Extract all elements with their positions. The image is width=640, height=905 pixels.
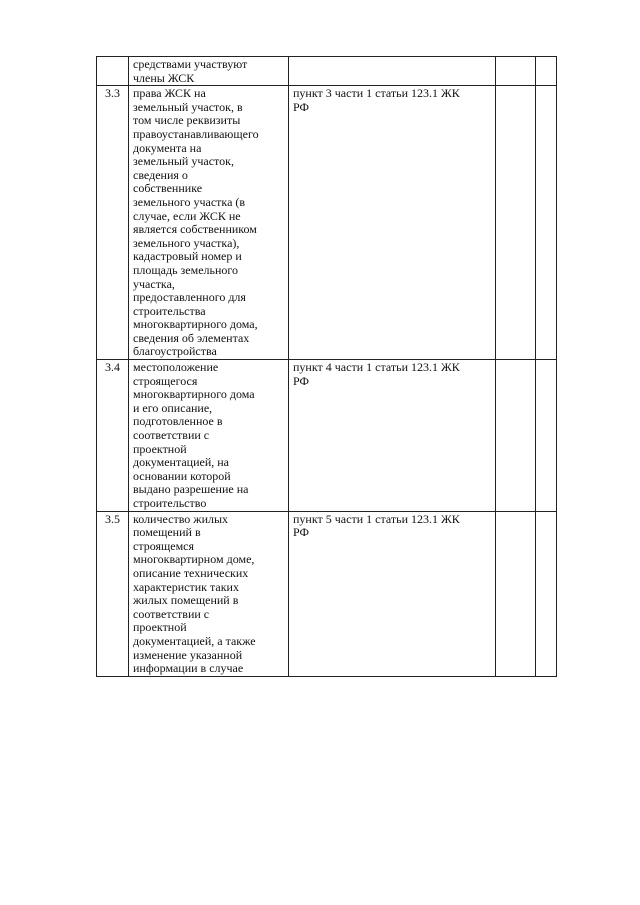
description-line: соответствии с bbox=[133, 606, 210, 621]
description-line: выдано разрешение на bbox=[133, 482, 249, 497]
description-line: кадастровый номер и bbox=[133, 249, 242, 264]
row-reference bbox=[289, 57, 496, 86]
description-line: документацией, а также bbox=[133, 633, 256, 648]
empty-cell bbox=[536, 86, 557, 360]
description-line: документа на bbox=[133, 140, 202, 155]
row-reference bbox=[289, 360, 496, 512]
empty-cell bbox=[496, 360, 536, 512]
description-line: характеристик таких bbox=[133, 579, 239, 594]
row-number bbox=[97, 57, 129, 86]
row-description bbox=[129, 360, 289, 512]
description-line: случае, если ЖСК не bbox=[133, 208, 241, 223]
description-line: средствами участвуют bbox=[133, 57, 248, 71]
table-row bbox=[97, 57, 557, 86]
description-line: сведения об элементах bbox=[133, 330, 250, 345]
description-line: жилых помещений в bbox=[133, 593, 239, 608]
table-row bbox=[97, 360, 557, 512]
description-line: многоквартирного дома bbox=[133, 387, 255, 402]
description-line: благоустройства bbox=[133, 344, 217, 359]
row-description bbox=[129, 511, 289, 676]
reference-line: пункт 4 части 1 статьи 123.1 ЖК bbox=[293, 360, 460, 375]
description-line: правоустанавливающего bbox=[133, 126, 259, 141]
description-line: члены ЖСК bbox=[133, 70, 195, 85]
description-line: собственнике bbox=[133, 181, 203, 196]
description-line: изменение указанной bbox=[133, 647, 243, 662]
reference-line: пункт 5 части 1 статьи 123.1 ЖК bbox=[293, 511, 460, 526]
reference-line: РФ bbox=[293, 99, 309, 114]
description-line: земельного участка), bbox=[133, 235, 240, 250]
description-line: земельный участок, в bbox=[133, 99, 243, 114]
row-number: 3.4 bbox=[97, 360, 129, 512]
row-reference bbox=[289, 86, 496, 360]
description-line: многоквартирного дома, bbox=[133, 317, 258, 332]
row-reference bbox=[289, 511, 496, 676]
row-number: 3.5 bbox=[97, 511, 129, 676]
row-description bbox=[129, 57, 289, 86]
description-line: проектной bbox=[133, 441, 187, 456]
description-line: строительства bbox=[133, 303, 206, 318]
description-line: строящегося bbox=[133, 373, 198, 388]
description-line: права ЖСК на bbox=[133, 86, 206, 101]
description-line: строительство bbox=[133, 496, 207, 510]
description-line: является собственником bbox=[133, 222, 257, 237]
requirements-table bbox=[96, 56, 557, 677]
description-line: том числе реквизиты bbox=[133, 113, 241, 128]
description-line: участка, bbox=[133, 276, 175, 291]
empty-cell bbox=[536, 57, 557, 86]
description-line: соответствии с bbox=[133, 428, 210, 443]
description-line: сведения о bbox=[133, 167, 188, 182]
empty-cell bbox=[496, 511, 536, 676]
description-line: местоположение bbox=[133, 360, 219, 375]
empty-cell bbox=[536, 360, 557, 512]
reference-line: РФ bbox=[293, 373, 309, 388]
empty-cell bbox=[496, 57, 536, 86]
description-line: подготовленное в bbox=[133, 414, 223, 429]
table-row bbox=[97, 511, 557, 676]
description-line: строящемся bbox=[133, 538, 195, 553]
description-line: земельный участок, bbox=[133, 154, 234, 169]
reference-line: пункт 3 части 1 статьи 123.1 ЖК bbox=[293, 86, 460, 101]
description-line: описание технических bbox=[133, 565, 249, 580]
reference-line: РФ bbox=[293, 525, 309, 540]
description-line: помещений в bbox=[133, 525, 201, 540]
description-line: площадь земельного bbox=[133, 262, 239, 277]
description-line: основании которой bbox=[133, 468, 231, 483]
row-description bbox=[129, 86, 289, 360]
description-line: и его описание, bbox=[133, 400, 213, 415]
table-row bbox=[97, 86, 557, 360]
description-line: предоставленного для bbox=[133, 290, 246, 305]
description-line: многоквартирном доме, bbox=[133, 552, 255, 567]
description-line: информации в случае bbox=[133, 661, 244, 676]
empty-cell bbox=[496, 86, 536, 360]
description-line: количество жилых bbox=[133, 511, 229, 526]
description-line: проектной bbox=[133, 620, 187, 635]
row-number: 3.3 bbox=[97, 86, 129, 360]
description-line: земельного участка (в bbox=[133, 194, 246, 209]
empty-cell bbox=[536, 511, 557, 676]
description-line: документацией, на bbox=[133, 455, 230, 470]
